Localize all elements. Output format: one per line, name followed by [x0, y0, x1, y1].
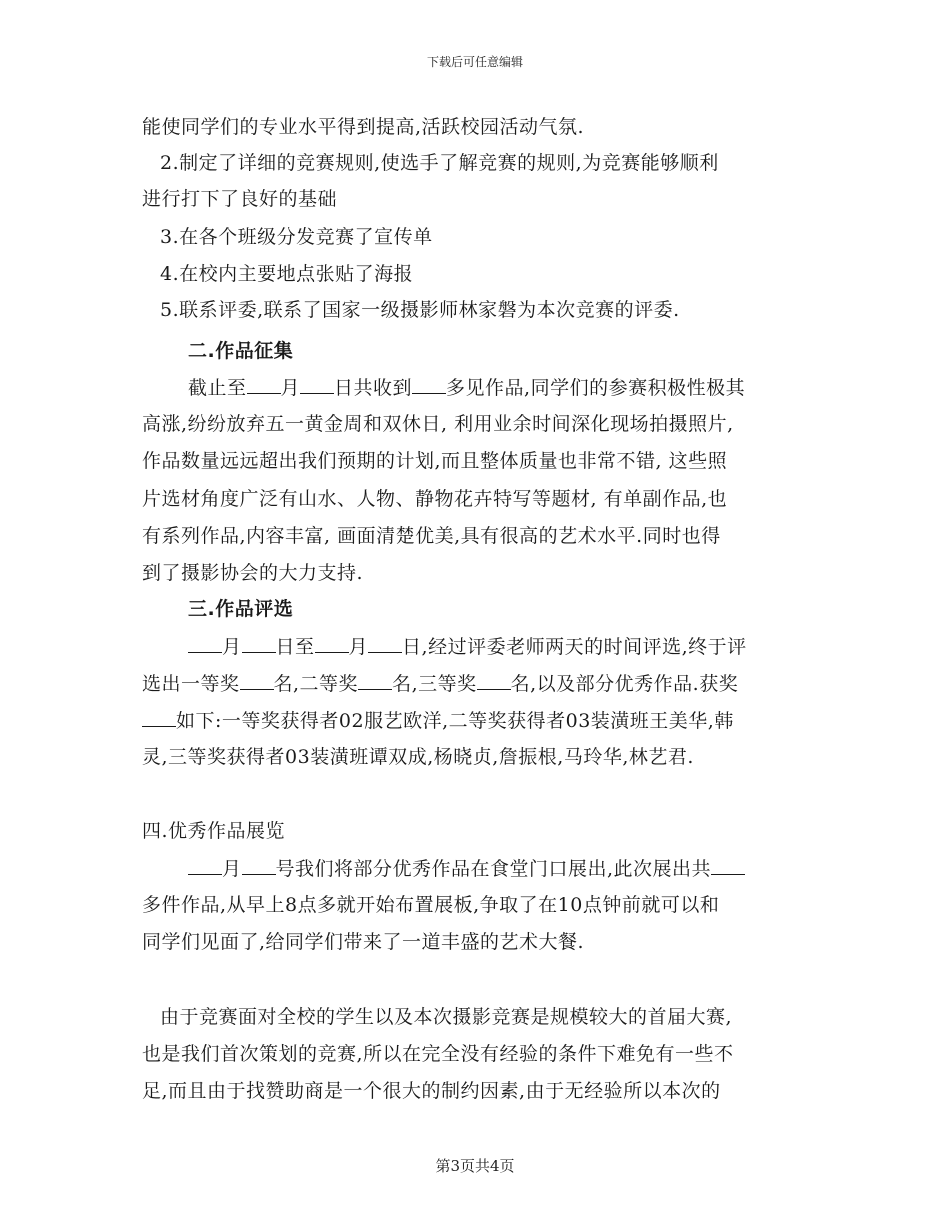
text-fragment: 日共收到: [334, 377, 413, 399]
text-fragment: 月: [280, 377, 301, 399]
text-line: [188, 856, 745, 881]
text-line: 高涨,纷纷放弃五一黄金周和双休日, 利用业余时间深化现场拍摄照片,: [142, 413, 734, 435]
text-line: 有系列作品,内容丰富, 画面清楚优美,具有很高的艺术水平.同时也得: [142, 525, 721, 547]
text-line: [142, 708, 734, 733]
text-fragment: 号我们将部分优秀作品在食堂门口展出,此次展出共: [275, 858, 712, 880]
text-fragment: 如下:一等奖获得者02服艺欧洋,二等奖获得者03装潢班王美华,韩: [176, 710, 734, 732]
fill-blank: [188, 856, 222, 875]
text-fragment: 名,二等奖: [273, 673, 359, 695]
list-item: 4.在校内主要地点张贴了海报: [160, 263, 414, 285]
text-line: 多件作品,从早上8点多就开始布置展板,争取了在10点钟前就可以和: [142, 894, 720, 916]
text-line: 足,而且由于找赞助商是一个很大的制约因素,由于无经验所以本次的: [142, 1080, 721, 1102]
page-number: 第3页共4页: [435, 1157, 515, 1175]
text-line: 由于竞赛面对全校的学生以及本次摄影竞赛是规模较大的首届大赛,: [160, 1006, 733, 1028]
section-heading: 三.作品评选: [188, 598, 294, 620]
text-line: 到了摄影协会的大力支持.: [142, 562, 364, 584]
text-line: [188, 634, 747, 659]
fill-blank: [247, 375, 281, 394]
text-fragment: 月: [222, 858, 242, 880]
fill-blank: [240, 671, 274, 690]
text-line: 灵,三等奖获得者03装潢班谭双成,杨晓贞,詹振根,马玲华,林艺君.: [142, 746, 694, 768]
page-header-note: 下载后可任意编辑: [426, 55, 523, 69]
text-line: 作品数量远远超出我们预期的计划,而且整体质量也非常不错, 这些照: [142, 450, 728, 472]
fill-blank: [188, 634, 222, 653]
text-fragment: 选出一等奖: [142, 673, 240, 695]
fill-blank: [300, 375, 334, 394]
text-fragment: 月: [348, 636, 369, 658]
text-line: [142, 671, 738, 696]
list-item: 3.在各个班级分发竞赛了宣传单: [160, 226, 433, 248]
text-line: 同学们见面了,给同学们带来了一道丰盛的艺术大餐.: [142, 931, 585, 953]
list-item: 5.联系评委,联系了国家一级摄影师林家磐为本次竞赛的评委.: [160, 299, 680, 321]
text-line: 片选材角度广泛有山水、人物、静物花卉特写等题材, 有单副作品,也: [142, 488, 728, 510]
list-item: 2.制定了详细的竞赛规则,使选手了解竞赛的规则,为竞赛能够顺利: [160, 152, 719, 174]
fill-blank: [477, 671, 511, 690]
fill-blank: [368, 634, 402, 653]
text-fragment: 月: [222, 636, 242, 658]
text-line: [188, 375, 745, 400]
fill-blank: [711, 856, 745, 875]
fill-blank: [242, 856, 276, 875]
text-fragment: 多见作品,同学们的参赛积极性极其: [446, 377, 746, 399]
section-heading: 二.作品征集: [188, 340, 294, 362]
section-heading: 四.优秀作品展览: [142, 820, 286, 842]
text-line: 能使同学们的专业水平得到提高,活跃校园活动气氛.: [142, 116, 585, 138]
text-fragment: 名,以及部分优秀作品.获奖: [510, 673, 739, 695]
fill-blank: [142, 708, 176, 727]
text-fragment: 日至: [275, 636, 315, 658]
fill-blank: [412, 375, 446, 394]
text-fragment: 截止至: [188, 377, 247, 399]
fill-blank: [358, 671, 392, 690]
text-line: 也是我们首次策划的竞赛,所以在完全没有经验的条件下难免有一些不: [142, 1043, 734, 1065]
text-line: 进行打下了良好的基础: [142, 188, 338, 210]
fill-blank: [242, 634, 276, 653]
text-fragment: 日,经过评委老师两天的时间评选,终于评: [402, 636, 747, 658]
fill-blank: [315, 634, 349, 653]
text-fragment: 名,三等奖: [392, 673, 477, 695]
